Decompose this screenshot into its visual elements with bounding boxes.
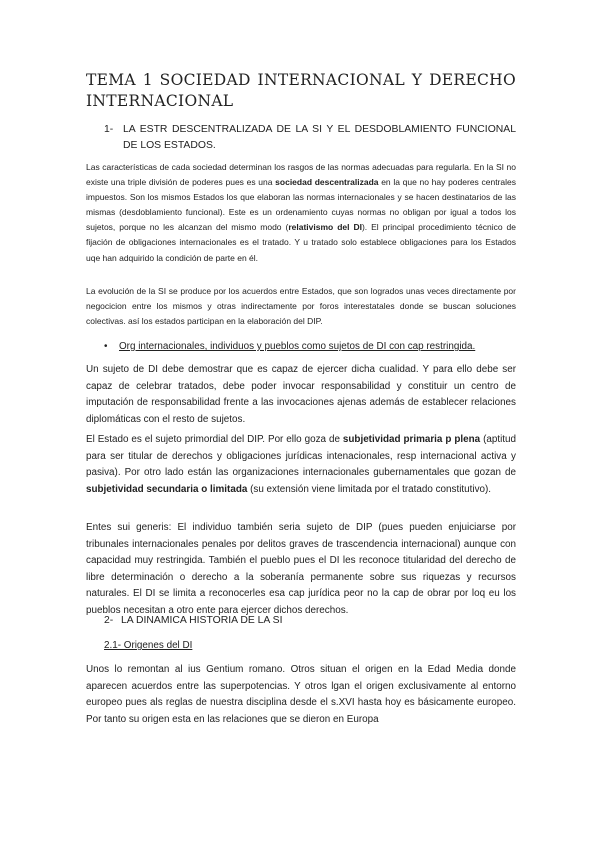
bold-term: subjetividad secundaria o limitada: [86, 483, 248, 495]
paragraph-text: (su extensión viene limitada por el tratado constitutivo).: [247, 483, 492, 495]
paragraph-2: La evolución de la SI se produce por los acuerdos entre Estados, que son logrados unas veces directamente por negocicion entre los mismos y otras indirectamente por foros interestatales donde se buscan soluciones colectivas. así los estados participan en la elaboración del DIP.: [86, 286, 516, 327]
paragraph-1: [86, 160, 516, 266]
paragraph-text: ). El principal procedimiento técnico de fijación de obligaciones internacionales es el tratado. Y u tratado solo establece obligaciones para los Estados uqe han adquirido la condición de parte en él.: [86, 222, 516, 263]
bullet-text: Org internacionales, individuos y pueblos como sujetos de DI con cap restringida.: [119, 341, 476, 352]
section-number: 2-: [104, 615, 114, 626]
section-heading-text: LA DINAMICA HISTORIA DE LA SI: [121, 615, 283, 626]
section-heading-text: LA ESTR DESCENTRALIZADA DE LA SI Y EL DESDOBLAMIENTO FUNCIONAL DE LOS ESTADOS.: [123, 124, 516, 151]
paragraph-4: [86, 432, 516, 498]
section-heading-1: [104, 122, 516, 154]
bold-term: sociedad descentralizada: [275, 177, 379, 188]
paragraph-5: Entes sui generis: El individuo también seria sujeto de DIP (pues pueden enjuiciarse por tribunales internacionales penales por delitos graves de trascendencia internacional) aunque con capacidad muy restringida. También el pueblo pues el DI les reconoce titularidad del derecho de libre determinación o derecho a la soberanía permanente sobre sus riquezas y recursos naturales. El DI se limita a reconocerles esa cap jurídica peor no la cap de obrar por loq eu los pueblos necesitan a otro ente para ejercer dichos derechos.: [86, 522, 516, 616]
subsection-heading: 2.1- Origenes del DI: [104, 640, 193, 651]
bullet-item: [104, 339, 516, 355]
paragraph-text: El Estado es el sujeto primordial del DIP. Por ello goza de: [86, 434, 343, 445]
paragraph-text: (aptitud para ser titular de derechos y obligaciones jurídicas intenacionales, resp internacional activa y pasiva). Por otro lado están las organizaciones internacionales gubernamentales que gozan de: [86, 434, 517, 478]
section-heading-2: [104, 613, 516, 629]
paragraph-3: Un sujeto de DI debe demostrar que es capaz de ejercer dicha cualidad. Y para ello debe ser capaz de celebrar tratados, debe poder invocar responsabilidad y constituir un centro de imputación de responsabilidad frente a las invocaciones ajenas además de establecer relaciones diplomáticas con el resto de sujetos.: [86, 364, 516, 425]
page-title: TEMA 1 SOCIEDAD INTERNACIONAL Y DERECHO INTERNACIONAL: [86, 71, 516, 110]
bold-term: subjetividad primaria p plena: [342, 434, 481, 445]
section-number: 1-: [104, 124, 114, 135]
bullet-icon: •: [104, 341, 108, 352]
paragraph-text: Las características de cada sociedad determinan los rasgos de las normas adecuadas para regularla. En la SI no existe una triple división de poderes pues es una: [86, 162, 516, 188]
paragraph-text: en la que no hay poderes centrales impuestos. Son los mismos Estados los que elaboran las normas internacionales y se hacen destinatarios de las mismas (desdoblamiento funcional). Este es un ordenamiento cuyas normas no obligan por igual a todos los sujetos, porque no les alcanzan del mismo modo (: [86, 177, 516, 233]
bold-term: relativismo del DI: [288, 222, 362, 233]
paragraph-6: Unos lo remontan al ius Gentium romano. Otros situan el origen en la Edad Media donde aparecen acuerdos entre las superpotencias. Y otros lgan el origen exclusivamente al entorno europeo pues als reglas de nuestra disciplina desde el s.XVI hasta hoy es básicamente europeo. Por tanto su origen esta en las relaciones que se dieron en Europa: [86, 664, 516, 725]
